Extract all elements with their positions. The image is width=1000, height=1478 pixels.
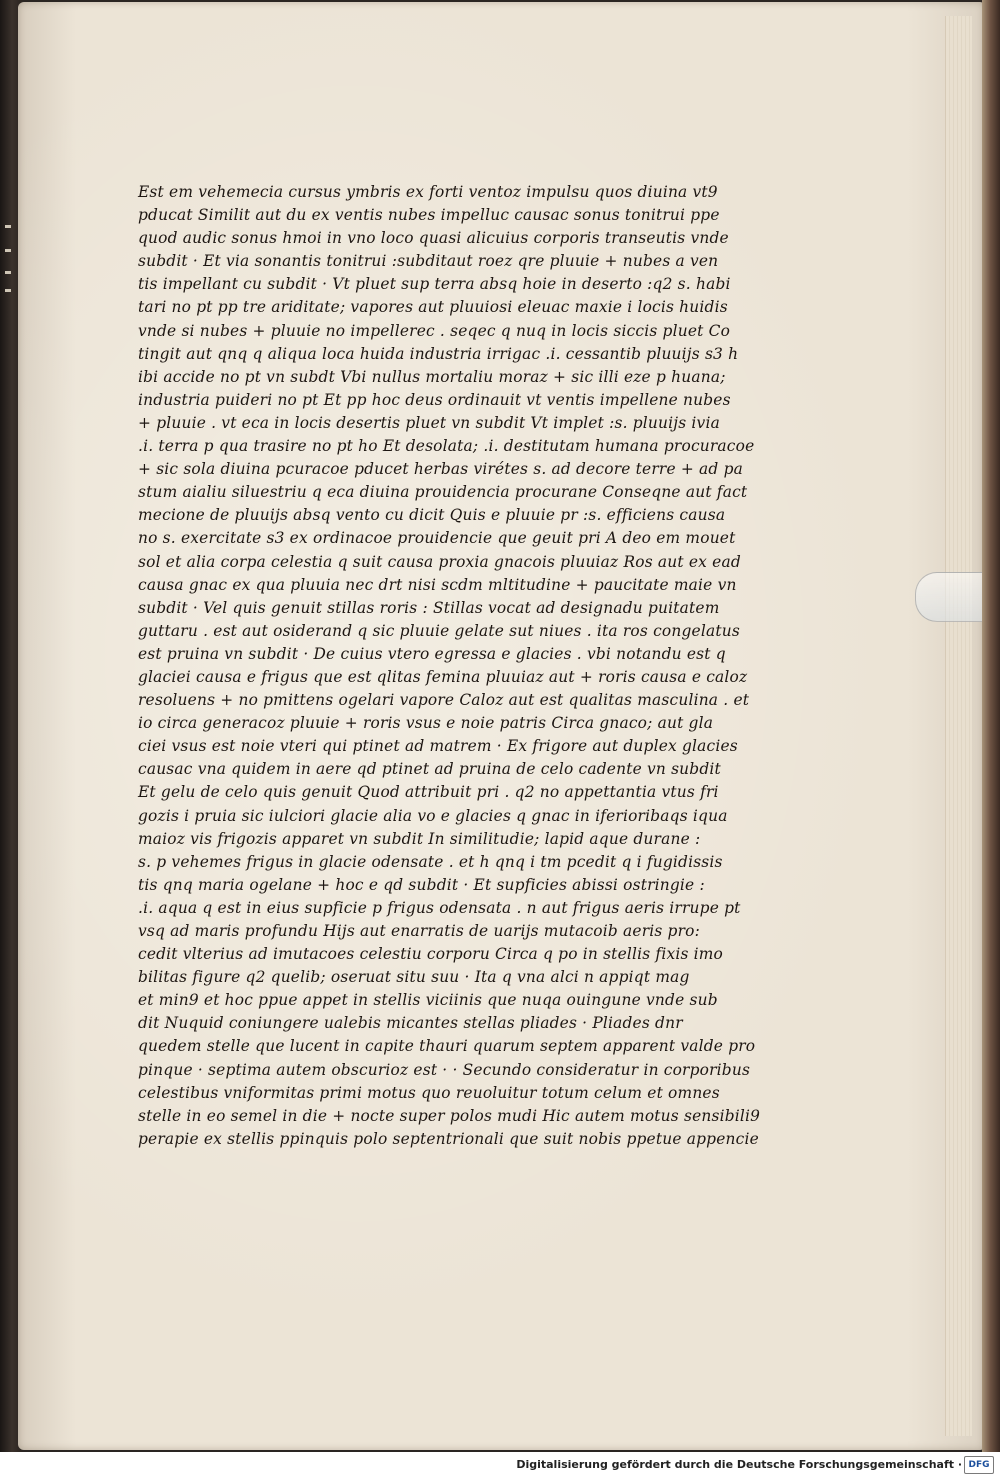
text-line: tis impellant cu subdit · Vt pluet sup terra absq hoie in deserto :q2 s. habi bbox=[138, 275, 731, 294]
text-line: causa gnac ex qua pluuia nec drt nisi scdm mltitudine + paucitate maie vn bbox=[138, 575, 737, 594]
text-line: .i. terra p qua trasire no pt ho Et desolata; .i. destitutam humana procuracoe bbox=[138, 437, 755, 456]
text-line: dit Nuquid coniungere ualebis micantes stellas pliades · Pliades dnr bbox=[138, 1014, 683, 1033]
binding-marks bbox=[3, 225, 15, 305]
text-line: vnde si nubes + pluuie no impellerec . seqec q nuq in locis siccis pluet Co bbox=[138, 321, 731, 340]
text-line: perapie ex stellis ppinquis polo septentrionali que suit nobis ppetue appencie bbox=[138, 1129, 759, 1148]
text-line: industria puideri no pt Et pp hoc deus ordinauit vt ventis impellene nubes bbox=[138, 390, 731, 409]
text-line: tingit aut qnq q aliqua loca huida industria irrigac .i. cessantib pluuijs s3 h bbox=[138, 344, 739, 363]
text-line: et min9 et hoc ppue appet in stellis viciinis que nuqa ouingune vnde sub bbox=[138, 991, 718, 1010]
text-line: tis qnq maria ogelane + hoc e qd subdit · Et supficies abissi ostringie : bbox=[138, 875, 705, 894]
text-line: vsq ad maris profundu Hijs aut enarratis de uarijs mutacoib aeris pro: bbox=[138, 922, 701, 940]
text-line: ibi accide no pt vn subdt Vbi nullus mortaliu moraz + sic illi eze p huana; bbox=[138, 367, 726, 386]
text-line: resoluens + no pmittens ogelari vapore Caloz aut est qualitas masculina . et bbox=[138, 691, 750, 710]
text-line: gozis i pruia sic iulciori glacie alia vo e glacies q gnac in iferioribaqs iqua bbox=[138, 806, 728, 825]
text-line: tari no pt pp tre ariditate; vapores aut pluuiosi eleuac maxie i locis huidis bbox=[138, 298, 728, 317]
text-line: cedit vlterius ad imutacoes celestiu corporu Circa q po in stellis fixis imo bbox=[138, 945, 724, 964]
text-line: + pluuie . vt eca in locis desertis pluet vn subdit Vt implet :s. pluuijs ivia bbox=[138, 413, 720, 432]
text-line: celestibus vniformitas primi motus quo reuoluitur totum celum et omnes bbox=[138, 1083, 720, 1102]
text-line: guttaru . est aut osiderand q sic pluuie gelate sut niues . ita ros congelatus bbox=[138, 621, 740, 640]
text-line: mecione de pluuijs absq vento cu dicit Quis e pluuie pr :s. efficiens causa bbox=[138, 506, 726, 525]
text-line: quedem stelle que lucent in capite thauri quarum septem apparent valde pro bbox=[138, 1037, 756, 1056]
footer-credit: Digitalisierung gefördert durch die Deutsche Forschungsgemeinschaft · bbox=[516, 1458, 962, 1471]
text-line: pinque · septima autem obscurioz est · · Secundo consideratur in corporibus bbox=[138, 1060, 751, 1079]
text-line: causac vna quidem in aere qd ptinet ad pruina de celo cadente vn subdit bbox=[138, 760, 721, 779]
text-line: stum aialiu siluestriu q eca diuina prouidencia procurane Conseqne aut fact bbox=[138, 483, 748, 502]
text-line: s. p vehemes frigus in glacie odensate . et h qnq i tm pcedit q i fugidissis bbox=[138, 852, 723, 871]
text-line: maioz vis frigozis apparet vn subdit In similitudie; lapid aque durane : bbox=[138, 829, 701, 848]
book-cover-edge bbox=[982, 0, 1000, 1452]
text-line: Est em vehemecia cursus ymbris ex forti ventoz impulsu quos diuina vt9 bbox=[138, 183, 718, 201]
text-line: bilitas figure q2 quelib; oseruat situ suu · Ita q vna alci n appiqt mag bbox=[138, 968, 690, 987]
text-line: + sic sola diuina pcuracoe pducet herbas virétes s. ad decore terre + ad pa bbox=[138, 460, 743, 479]
text-line: io circa generacoz pluuie + roris vsus e noie patris Circa gnaco; aut gla bbox=[138, 714, 714, 733]
text-line: Et gelu de celo quis genuit Quod attribuit pri . q2 no appettantia vtus fri bbox=[138, 783, 719, 802]
text-line: stelle in eo semel in die + nocte super polos mudi Hic autem motus sensibili9 bbox=[138, 1106, 761, 1125]
page-clip bbox=[915, 572, 986, 622]
page-edges bbox=[945, 16, 972, 1436]
text-line: sol et alia corpa celestia q suit causa proxia gnacois pluuiaz Ros aut ex ead bbox=[138, 552, 741, 571]
text-line: est pruina vn subdit · De cuius vtero egressa e glacies . vbi notandu est q bbox=[138, 644, 726, 663]
text-line: .i. aqua q est in eius supficie p frigus odensata . n aut frigus aeris irrupe pt bbox=[138, 898, 741, 917]
text-line: ciei vsus est noie vteri qui ptinet ad matrem · Ex frigore aut duplex glacies bbox=[138, 737, 738, 756]
text-line: quod audic sonus hmoi in vno loco quasi alicuius corporis transeutis vnde bbox=[138, 229, 729, 248]
text-block bbox=[138, 181, 778, 1151]
text-line: subdit · Vel quis genuit stillas roris : Stillas vocat ad designadu puitatem bbox=[138, 598, 720, 617]
text-line: no s. exercitate s3 ex ordinacoe prouidencie que geuit pri A deo em mouet bbox=[138, 529, 736, 548]
footer-bar bbox=[0, 1452, 1000, 1478]
text-line: pducat Similit aut du ex ventis nubes impelluc causac sonus tonitrui ppe bbox=[138, 206, 720, 225]
dfg-logo: DFG bbox=[964, 1456, 994, 1474]
text-line: glaciei causa e frigus que est qlitas femina pluuiaz aut + roris causa e caloz bbox=[138, 667, 748, 686]
text-line: subdit · Et via sonantis tonitrui :subditaut roez qre pluuie + nubes a ven bbox=[138, 252, 719, 271]
